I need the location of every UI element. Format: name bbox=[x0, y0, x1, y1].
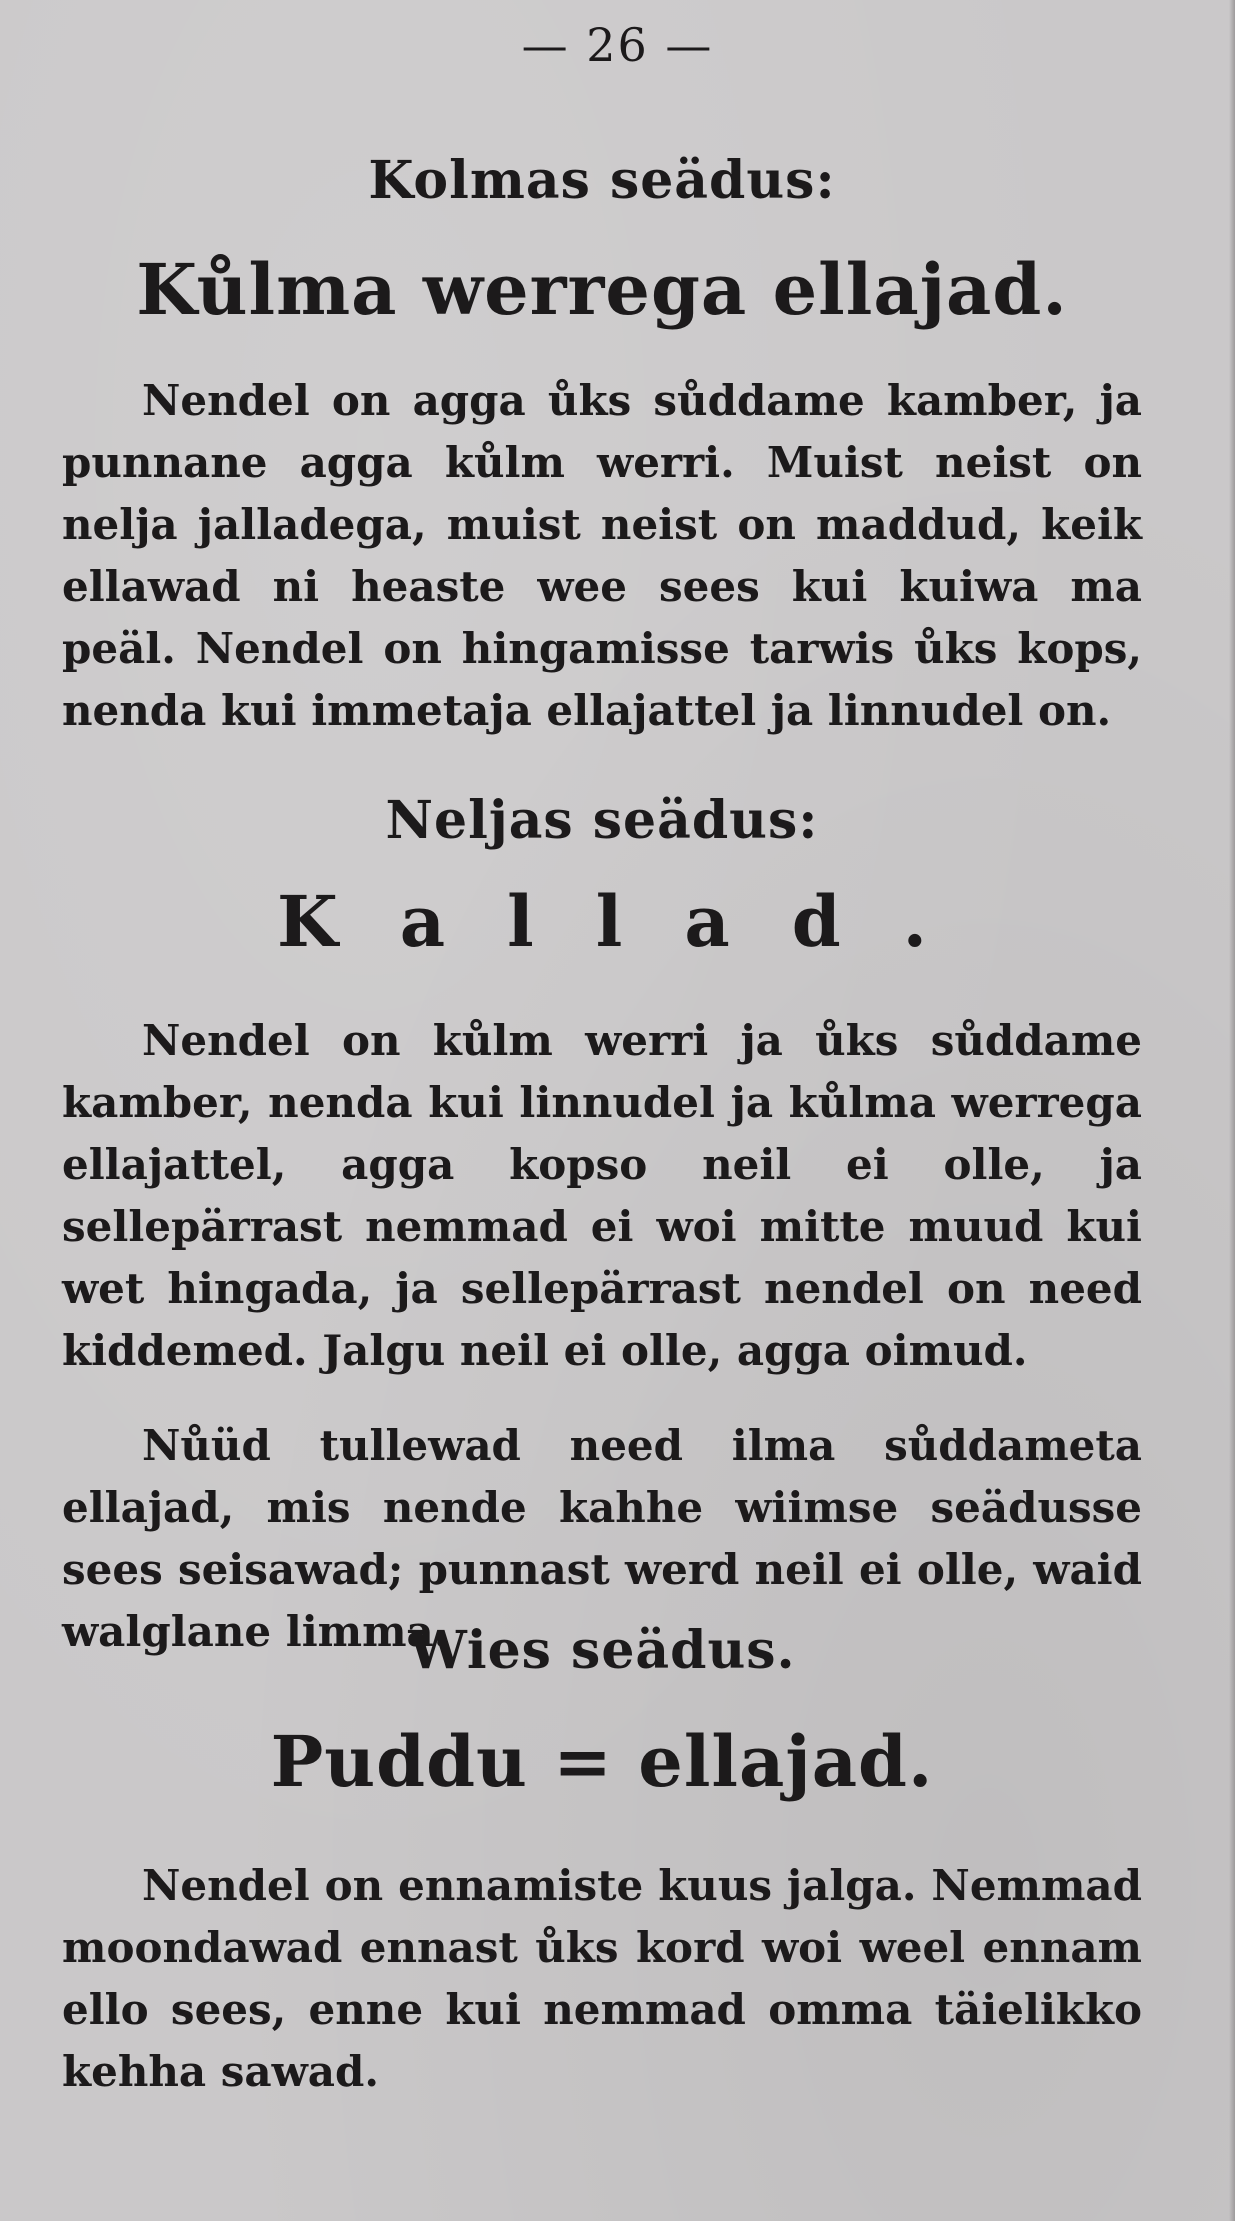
paragraph: Nendel on ennamiste kuus jalga. Nemmad moondawad ennast ůks kord woi weel ennam ello sees, enne kui nemmad omma täielikko kehha sawad. bbox=[62, 1861, 1142, 2096]
law-heading: Wies seädus. bbox=[408, 1620, 796, 1681]
law-heading: Neljas seädus: bbox=[385, 790, 819, 851]
section-kolmas-title-wrap bbox=[62, 248, 1142, 331]
section-kolmas bbox=[62, 150, 1142, 211]
section-title: Puddu = ellajad. bbox=[270, 1720, 934, 1803]
section-wies-title-wrap bbox=[62, 1720, 1142, 1803]
section-title: Kůlma werrega ellajad. bbox=[136, 248, 1068, 331]
section-kolmas-body bbox=[62, 370, 1142, 742]
section-wies bbox=[62, 1620, 1142, 1681]
paragraph: Nendel on kůlm werri ja ůks sůddame kamber, nenda kui linnudel ja kůlma werrega ellajattel, agga kopso neil ei olle, ja sellepärrast nemmad ei woi mitte muud kui wet hingada, ja sellepärrast nendel on need kiddemed. Jalgu neil ei olle, agga oimud. bbox=[62, 1016, 1142, 1375]
section-neljas bbox=[62, 790, 1142, 851]
law-heading: Kolmas seädus: bbox=[368, 150, 836, 211]
paragraph: Nůüd tullewad need ilma sůddameta ellajad, mis nende kahhe wiimse seädusse sees seisawad; punnast werd neil ei olle, waid walglane limma. bbox=[62, 1421, 1142, 1656]
page-edge bbox=[1229, 0, 1235, 2221]
page-number: — 26 — bbox=[521, 18, 714, 72]
section-neljas-body-1 bbox=[62, 1010, 1142, 1382]
section-wies-body bbox=[62, 1855, 1142, 2103]
section-title: Kallad. bbox=[276, 880, 990, 963]
paragraph: Nendel on agga ůks sůddame kamber, ja punnane agga kůlm werri. Muist neist on nelja jalladega, muist neist on maddud, keik ellawad ni heaste wee sees kui kuiwa ma peäl. Nendel on hingamisse tarwis ůks kops, nenda kui immetaja ellajattel ja linnudel on. bbox=[62, 376, 1142, 735]
section-neljas-title-wrap bbox=[62, 880, 1142, 963]
